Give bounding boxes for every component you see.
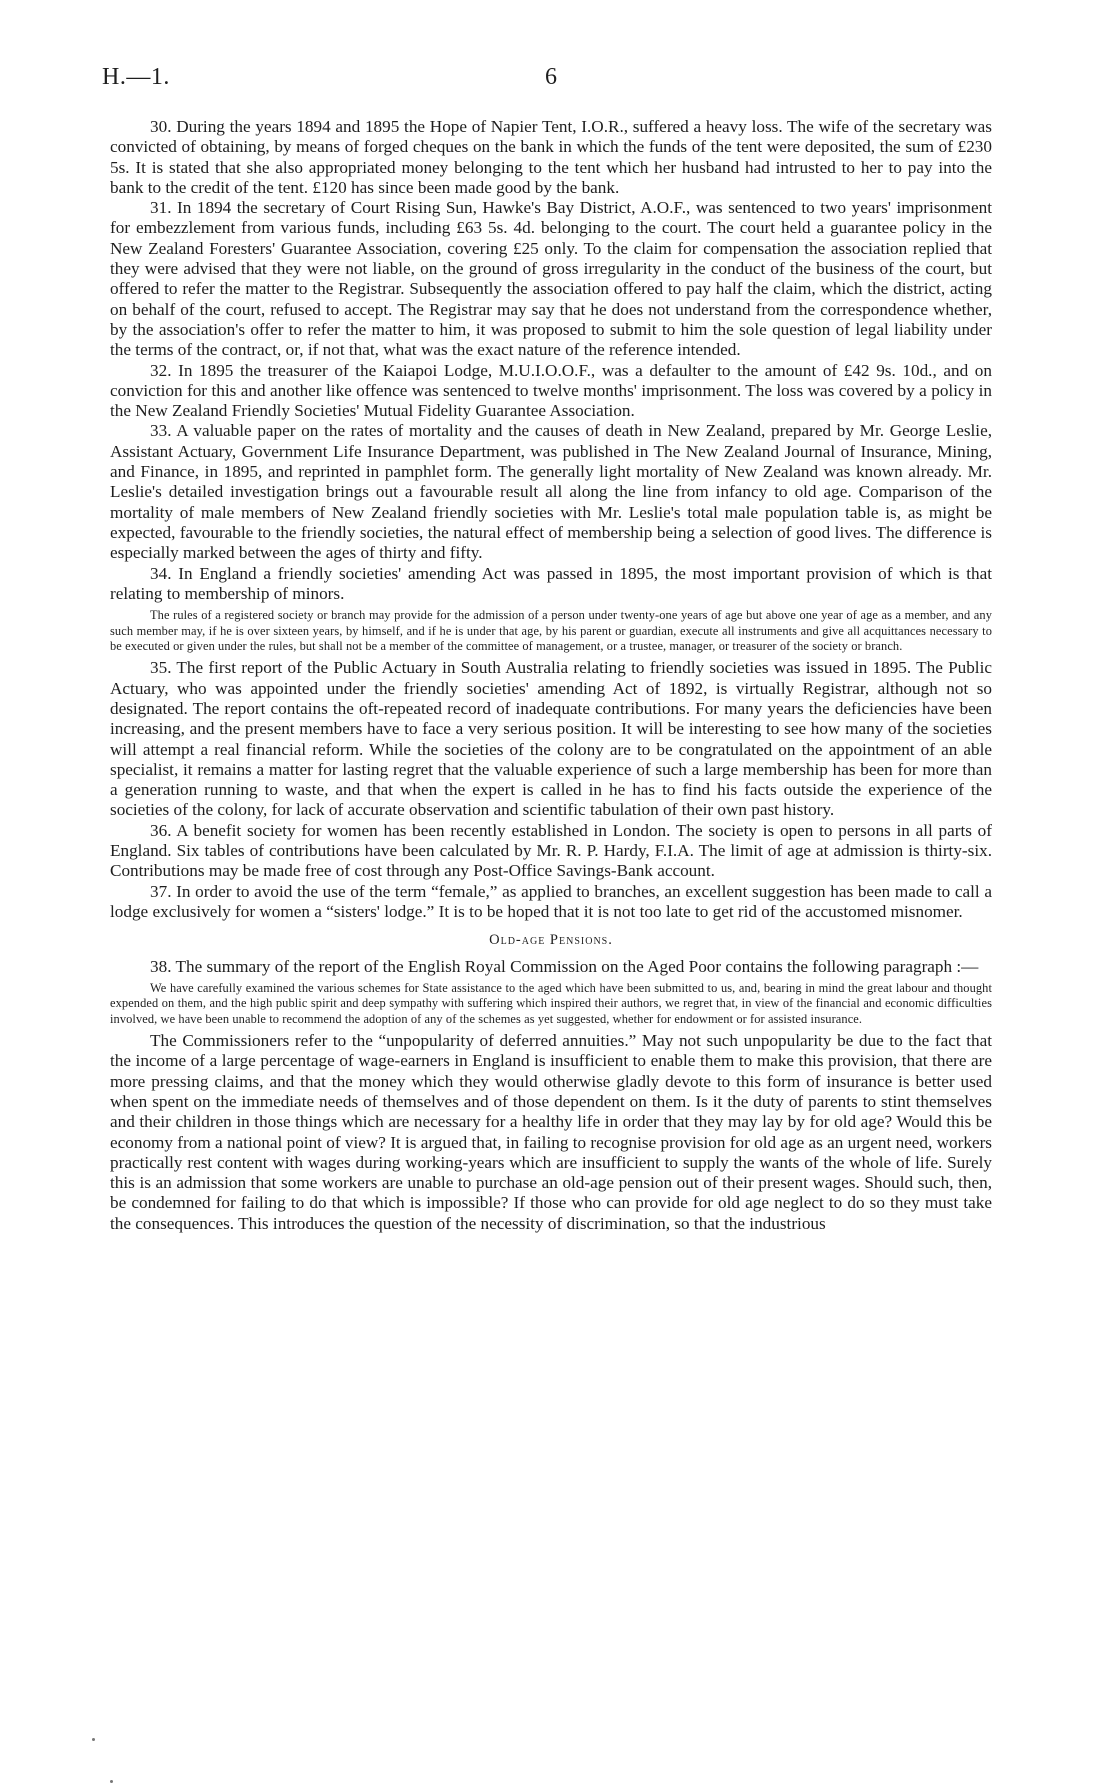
page-number: 6 (545, 64, 557, 90)
scan-speck (92, 1738, 95, 1741)
paragraph-37: 37. In order to avoid the use of the term “female,” as applied to branches, an excellent suggestion has been made to call a lodge exclusively for women a “sisters' lodge.” It is to be hoped that it is not too late to get rid of the accustomed misnomer. (110, 881, 992, 921)
quote-minors-membership: The rules of a registered society or branch may provide for the admission of a person under twenty-one years of age but above one year of age as a member, and any such member may, if he is over sixteen years, by himself, and if he is under that age, by his parent or guardian, execute all instruments and give all acquittances necessary to be executed or given under the rules, but shall not be a member of the committee of management, or a trustee, manager, or treasurer of the society or branch. (110, 608, 992, 653)
section-heading-old-age-pensions: Old-age Pensions. (489, 932, 613, 949)
document-id: H.—1. (102, 64, 170, 90)
paragraph-34: 34. In England a friendly societies' amending Act was passed in 1895, the most important provision of which is that relating to membership of minors. (110, 563, 992, 603)
paragraph-36: 36. A benefit society for women has been recently established in London. The society is open to persons in all parts of England. Six tables of contributions have been calculated by Mr. R. P. Hardy, F.I.A. The limit of age at admission is thirty-six. Contributions may be made free of cost through any Post-Office Savings-Bank account. (110, 820, 992, 881)
page-header (102, 64, 992, 100)
quote-royal-commission: We have carefully examined the various schemes for State assistance to the aged which have been submitted to us, and, bearing in mind the great labour and thought expended on them, and the high public spirit and deep sympathy with suffering which inspired their authors, we regret that, in view of the financial and economic difficulties involved, we have been unable to recommend the adoption of any of the schemes as yet suggested, whether for endowment or for assisted insurance. (110, 980, 992, 1026)
paragraph-35: 35. The first report of the Public Actuary in South Australia relating to friendly societies was issued in 1895. The Public Actuary, who was appointed under the friendly societies' amending Act of 1892, is virtually Registrar, although not so designated. The report contains the oft-repeated record of inadequate contributions. For many years the deficiencies have been increasing, and the present members have to face a very serious position. It will be interesting to see how many of the societies will attempt a real financial reform. While the societies of the colony are to be congratulated on the appointment of an able specialist, it remains a matter for lasting regret that the valuable experience of such a large membership has been for more than a generation running to waste, and that when the expert is called in he has to find his facts outside the experience of the societies of the colony, for lack of accurate observation and scientific tabulation of their own past history. (110, 658, 992, 820)
paragraph-38-continued: The Commissioners refer to the “unpopularity of deferred annuities.” May not such unpopularity be due to the fact that the income of a large percentage of wage-earners in England is insufficient to enable them to make this provision, that there are more pressing claims, and that the money which they would otherwise gladly devote to this form of insurance is better used when spent on the immediate needs of themselves and of those dependent on them. Is it the duty of parents to stint themselves and their children in those things which are necessary for a healthy life in order that they may lay by for old age? Would this be economy from a national point of view? It is argued that, in failing to recognise provision for old age as an urgent need, workers practically rest content with wages during working-years which are insufficient to supply the wants of the whole of life. Surely this is an admission that some workers are unable to purchase an old-age pension out of their present wages. Should such, then, be condemned for failing to do that which is impossible? If those who can provide for old age neglect to do so they must take the consequences. This introduces the question of the necessity of discrimination, so that the industrious (110, 1031, 992, 1233)
scan-speck (110, 1780, 113, 1783)
document-body (110, 117, 992, 1234)
paragraph-31: 31. In 1894 the secretary of Court Rising Sun, Hawke's Bay District, A.O.F., was sentenced to two years' imprisonment for embezzlement from various funds, including £63 5s. 4d. belonging to the court. The court held a guarantee policy in the New Zealand Foresters' Guarantee Association, covering £25 only. To the claim for compensation the association replied that they were advised that they were not liable, on the ground of gross irregularity in the conduct of the business of the court, but offered to refer the matter to the Registrar. Subsequently the association offered to pay half the claim, which the district, acting on behalf of the court, refused to accept. The Registrar may say that he does not understand from the correspondence whether, by the association's offer to refer the matter to him, it was proposed to submit to him the sole question of legal liability under the terms of the contract, or, if not that, what was the exact nature of the reference intended. (110, 198, 992, 360)
paragraph-38: 38. The summary of the report of the English Royal Commission on the Aged Poor contains the following paragraph :— (150, 956, 979, 976)
paragraph-30: 30. During the years 1894 and 1895 the Hope of Napier Tent, I.O.R., suffered a heavy loss. The wife of the secretary was convicted of obtaining, by means of forged cheques on the bank in which the funds of the tent were deposited, the sum of £230 5s. It is stated that she also appropriated money belonging to the tent which her husband had intrusted to her to pay into the bank to the credit of the tent. £120 has since been made good by the bank. (110, 117, 992, 197)
paragraph-33: 33. A valuable paper on the rates of mortality and the causes of death in New Zealand, prepared by Mr. George Leslie, Assistant Actuary, Government Life Insurance Department, was published in The New Zealand Journal of Insurance, Mining, and Finance, in 1895, and reprinted in pamphlet form. The generally light mortality of New Zealand was known already. Mr. Leslie's detailed investigation brings out a favourable result all along the line from infancy to old age. Comparison of the mortality of male members of New Zealand friendly societies with Mr. Leslie's total male population table is, as might be expected, favourable to the friendly societies, the natural effect of membership being a selection of good lives. The difference is especially marked between the ages of thirty and fifty. (110, 421, 992, 563)
paragraph-32: 32. In 1895 the treasurer of the Kaiapoi Lodge, M.U.I.O.O.F., was a defaulter to the amount of £42 9s. 10d., and on conviction for this and another like offence was sentenced to twelve months' imprisonment. The loss was covered by a policy in the New Zealand Friendly Societies' Mutual Fidelity Guarantee Association. (110, 360, 992, 421)
